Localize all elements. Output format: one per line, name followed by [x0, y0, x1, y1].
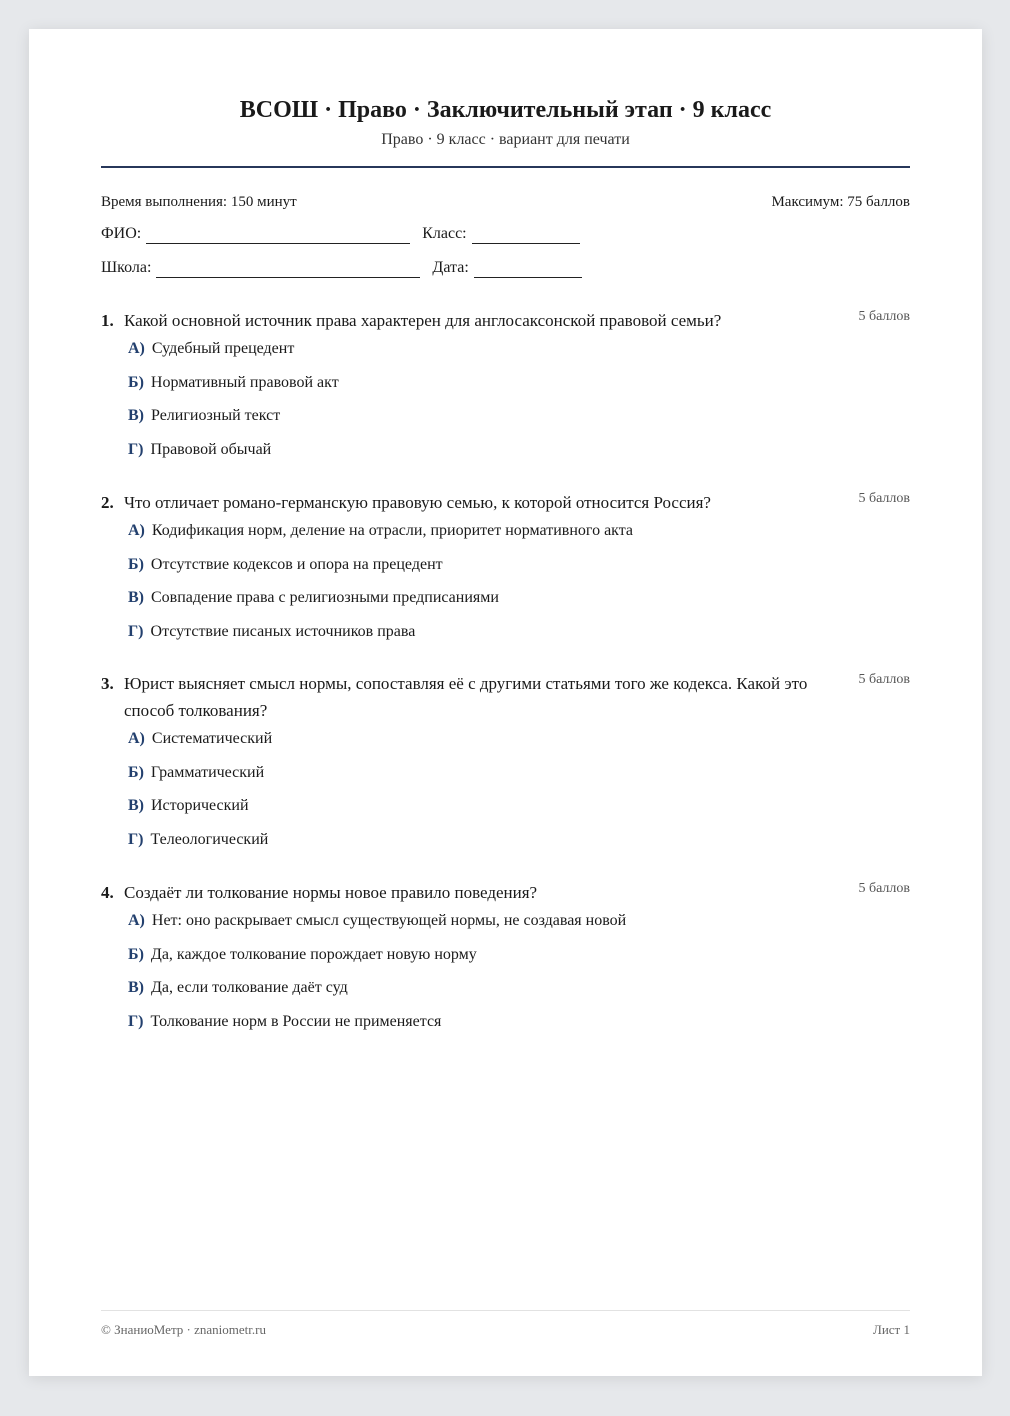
- question-points: 5 баллов: [858, 309, 910, 324]
- question-points: 5 баллов: [858, 672, 910, 687]
- page-title: ВСОШ · Право · Заключительный этап · 9 класс: [239, 97, 772, 123]
- options-list: [128, 729, 910, 863]
- option-letter: Б): [128, 945, 144, 963]
- option-letter: Б): [128, 555, 144, 573]
- option-b[interactable]: [128, 373, 910, 407]
- option-letter: В): [128, 407, 144, 425]
- option-letter: Г): [128, 1012, 144, 1030]
- option-v[interactable]: [128, 588, 910, 622]
- question-header: [101, 489, 910, 516]
- option-text: Грамматический: [150, 763, 265, 781]
- option-text: Да, если толкование даёт суд: [151, 979, 348, 997]
- date-label: Дата:: [432, 259, 469, 276]
- option-a[interactable]: [128, 911, 910, 945]
- footer-divider: [101, 1310, 910, 1311]
- option-text: Нет: оно раскрывает смысл существующей нормы, не создавая новой: [151, 912, 627, 929]
- option-a[interactable]: [128, 339, 910, 373]
- option-letter: А): [128, 912, 145, 929]
- class-label: Класс:: [422, 225, 467, 242]
- options-list: [128, 339, 910, 473]
- option-text: Религиозный текст: [151, 407, 281, 425]
- option-text: Телеологический: [150, 830, 269, 848]
- school-label: Школа:: [101, 259, 152, 276]
- option-text: Правовой обычай: [150, 440, 272, 458]
- option-text: Систематический: [151, 730, 273, 747]
- question-header: [101, 307, 910, 334]
- question-header: [101, 879, 910, 906]
- option-a[interactable]: [128, 729, 910, 763]
- question-number: 3.: [101, 674, 114, 693]
- option-b[interactable]: [128, 555, 910, 589]
- question-number: 4.: [101, 883, 114, 902]
- option-letter: А): [128, 522, 145, 539]
- option-g[interactable]: [128, 830, 910, 864]
- question-header: [101, 670, 910, 724]
- option-letter: В): [128, 979, 144, 997]
- option-letter: А): [128, 730, 145, 747]
- option-b[interactable]: [128, 763, 910, 797]
- school-field[interactable]: [156, 262, 420, 278]
- option-text: Отсутствие писаных источников права: [150, 622, 416, 640]
- question-text: Что отличает романо-германскую правовую семью, к которой относится Россия?: [124, 493, 711, 512]
- page-footer: [101, 1322, 910, 1338]
- question-points: 5 баллов: [858, 881, 910, 896]
- time-limit: Время выполнения: 150 минут: [101, 194, 297, 210]
- option-letter: А): [128, 340, 145, 357]
- option-letter: Б): [128, 763, 144, 781]
- option-g[interactable]: [128, 1012, 910, 1046]
- option-letter: Г): [128, 622, 144, 640]
- question-text: Какой основной источник права характерен для англосаксонской правовой семьи?: [124, 311, 722, 330]
- option-text: Совпадение права с религиозными предписаниями: [151, 589, 499, 607]
- option-text: Судебный прецедент: [151, 340, 295, 357]
- option-v[interactable]: [128, 406, 910, 440]
- options-list: [128, 521, 910, 655]
- option-text: Да, каждое толкование порождает новую норму: [150, 945, 477, 963]
- option-letter: В): [128, 797, 144, 815]
- page-number: Лист 1: [873, 1322, 910, 1337]
- option-g[interactable]: [128, 622, 910, 656]
- option-text: Толкование норм в России не применяется: [150, 1012, 442, 1030]
- question-1: [101, 307, 910, 473]
- option-g[interactable]: [128, 440, 910, 474]
- footer-copyright: © ЗнаниоМетр · znaniometr.ru: [101, 1322, 266, 1337]
- option-letter: Г): [128, 830, 144, 848]
- document-page: [29, 29, 982, 1376]
- option-text: Нормативный правовой акт: [150, 373, 339, 391]
- question-3: [101, 670, 910, 863]
- question-text: Создаёт ли толкование нормы новое правило поведения?: [124, 883, 538, 902]
- question-2: [101, 489, 910, 655]
- options-list: [128, 911, 910, 1045]
- fio-field[interactable]: [146, 228, 410, 244]
- school-date-row: [101, 258, 910, 278]
- page-subtitle: Право · 9 класс · вариант для печати: [381, 131, 630, 148]
- option-text: Исторический: [151, 797, 249, 815]
- question-number: 1.: [101, 311, 114, 330]
- option-letter: Г): [128, 440, 144, 458]
- option-text: Отсутствие кодексов и опора на прецедент: [150, 555, 443, 573]
- meta-row: [101, 192, 910, 212]
- header-divider: [101, 166, 910, 168]
- question-points: 5 баллов: [858, 491, 910, 506]
- option-v[interactable]: [128, 978, 910, 1012]
- class-field[interactable]: [472, 228, 580, 244]
- fio-label: ФИО:: [101, 225, 142, 242]
- option-v[interactable]: [128, 796, 910, 830]
- option-letter: Б): [128, 373, 144, 391]
- date-field[interactable]: [474, 262, 582, 278]
- fio-class-row: [101, 224, 910, 244]
- question-4: [101, 879, 910, 1045]
- option-a[interactable]: [128, 521, 910, 555]
- max-score: Максимум: 75 баллов: [771, 194, 910, 210]
- question-text: Юрист выясняет смысл нормы, сопоставляя её с другими статьями того же кодекса. Какой это способ толкования?: [124, 674, 808, 720]
- option-b[interactable]: [128, 945, 910, 979]
- question-number: 2.: [101, 493, 114, 512]
- option-letter: В): [128, 589, 144, 607]
- option-text: Кодификация норм, деление на отрасли, приоритет нормативного акта: [151, 522, 634, 539]
